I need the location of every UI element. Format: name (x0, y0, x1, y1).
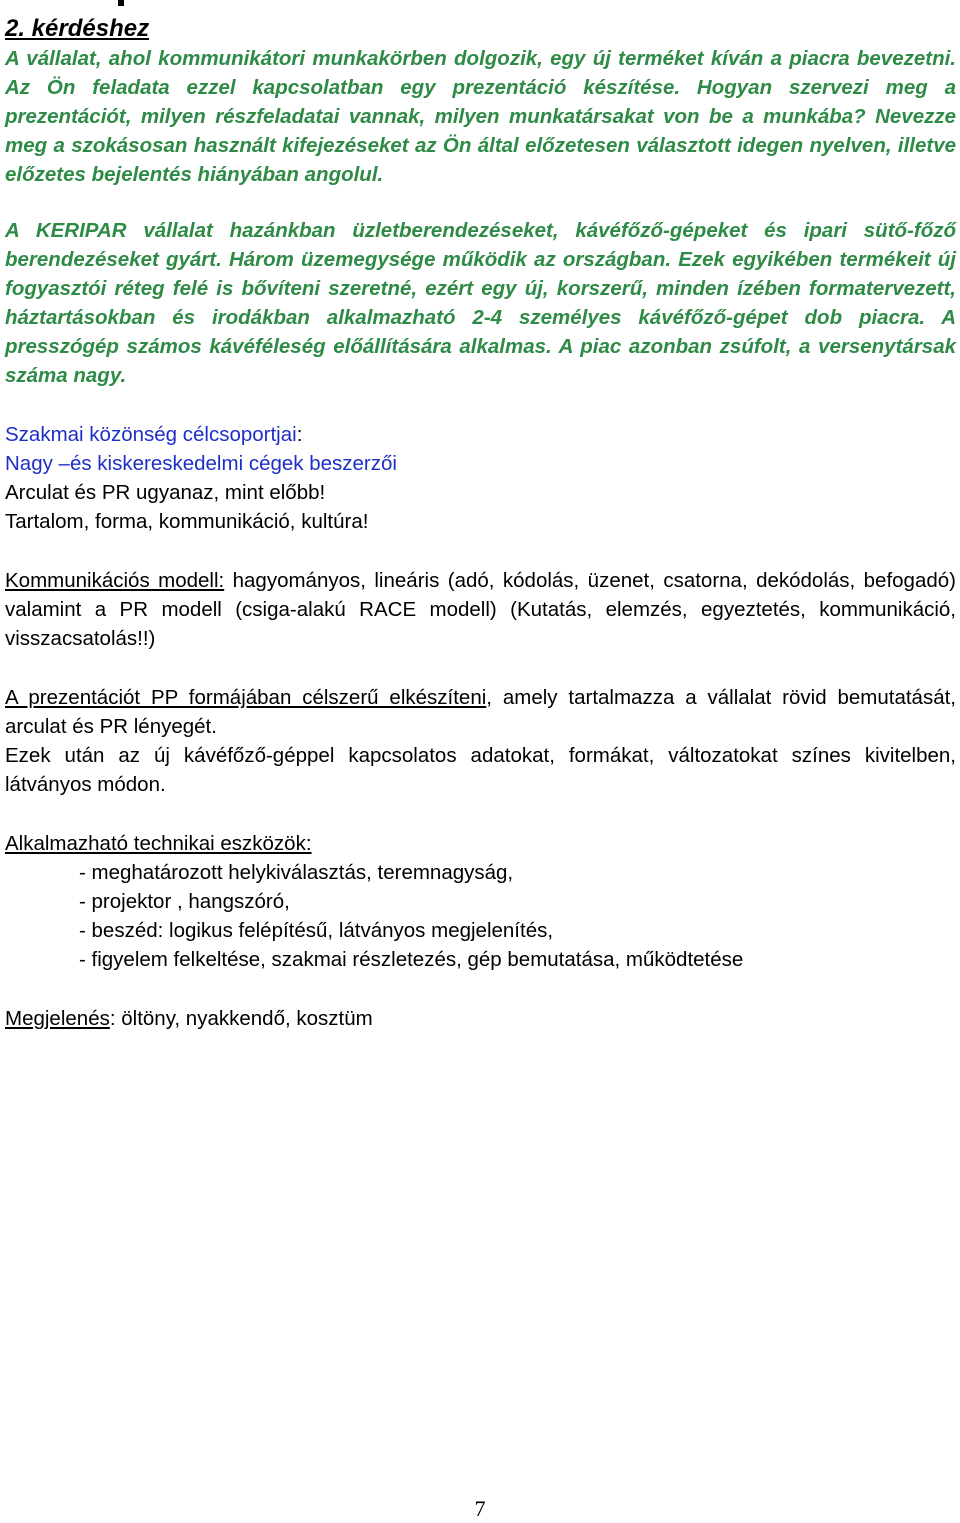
communication-model-text: hagyományos, lineáris (adó, kódolás, üzenet, csatorna, dekódolás, befogadó) valamint a PR modell (csiga-alakú RACE modell) (Kutatás, elemzés, egyeztetés, kommunikáció, visszacsatolás!!) (5, 569, 956, 650)
target-group-tartalom: Tartalom, forma, kommunikáció, kultúra! (5, 510, 369, 533)
question-paragraph: A vállalat, ahol kommunikátori munkakörben dolgozik, egy új terméket kíván a piacra bevezetni. Az Ön feladata ezzel kapcsolatban egy prezentáció készítése. Hogyan szervezi meg a prezentációt, milyen részfeladatai vannak, milyen munkatársakat von be a munkába? Nevezze meg a szokásosan használt kifejezéseket az Ön által előzetesen választott idegen nyelven, illetve előzetes bejelentés hiányában angolul. (5, 47, 956, 186)
section-heading: 2. kérdéshez (5, 15, 150, 42)
tools-label: Alkalmazható technikai eszközök: (5, 832, 312, 855)
list-item: - meghatározott helykiválasztás, teremnagyság, (79, 861, 514, 884)
appearance-label: Megjelenés (5, 1007, 110, 1030)
document-body (5, 14, 956, 1033)
target-group-title (5, 420, 956, 449)
scenario-paragraph: A KERIPAR vállalat hazánkban üzletberendezéseket, kávéfőző-gépeket és ipari sütő-főző berendezéseket gyárt. Három üzemegysége működik az országban. Ezek egyikében termékeit új fogyasztói réteg felé is bővíteni szeretné, ezért egy új, korszerű, minden ízében formatervezett, háztartásokban és irodákban alkalmazható 2-4 személyes kávéfőző-gépet dob piacra. A presszógép számos kávéféleség előállítására alkalmas. A piac azonban zsúfolt, a versenytársak száma nagy. (5, 219, 956, 387)
communication-model-label: Kommunikációs modell: (5, 569, 225, 592)
presentation-text: , amely tartalmazza a vállalat rövid bemutatását, arculat és PR lényegét. (5, 686, 956, 738)
presentation-details: Ezek után az új kávéfőző-géppel kapcsolatos adatokat, formákat, változatokat színes kivitelben, látványos módon. (5, 744, 956, 796)
top-edge-mark (118, 0, 124, 6)
presentation-label: A prezentációt PP formájában célszerű elkészíteni (5, 686, 487, 709)
target-group-buyers: Nagy –és kiskereskedelmi cégek beszerzői (5, 452, 397, 475)
list-item: - projektor , hangszóró, (79, 890, 290, 913)
target-group-label: Szakmai közönség célcsoportjai (5, 423, 297, 446)
communication-model-paragraph (5, 566, 956, 653)
presentation-paragraph (5, 683, 956, 741)
target-group-colon: : (296, 423, 303, 446)
tools-list (5, 858, 956, 974)
target-group-block (5, 420, 956, 536)
target-group-arculat: Arculat és PR ugyanaz, mint előbb! (5, 481, 326, 504)
list-item: - beszéd: logikus felépítésű, látványos megjelenítés, (79, 919, 554, 942)
appearance-paragraph (5, 1004, 956, 1033)
list-item: - figyelem felkeltése, szakmai részletezés, gép bemutatása, működtetése (79, 948, 744, 971)
page-number: 7 (474, 1496, 486, 1521)
appearance-text: : öltöny, nyakkendő, kosztüm (109, 1007, 373, 1030)
